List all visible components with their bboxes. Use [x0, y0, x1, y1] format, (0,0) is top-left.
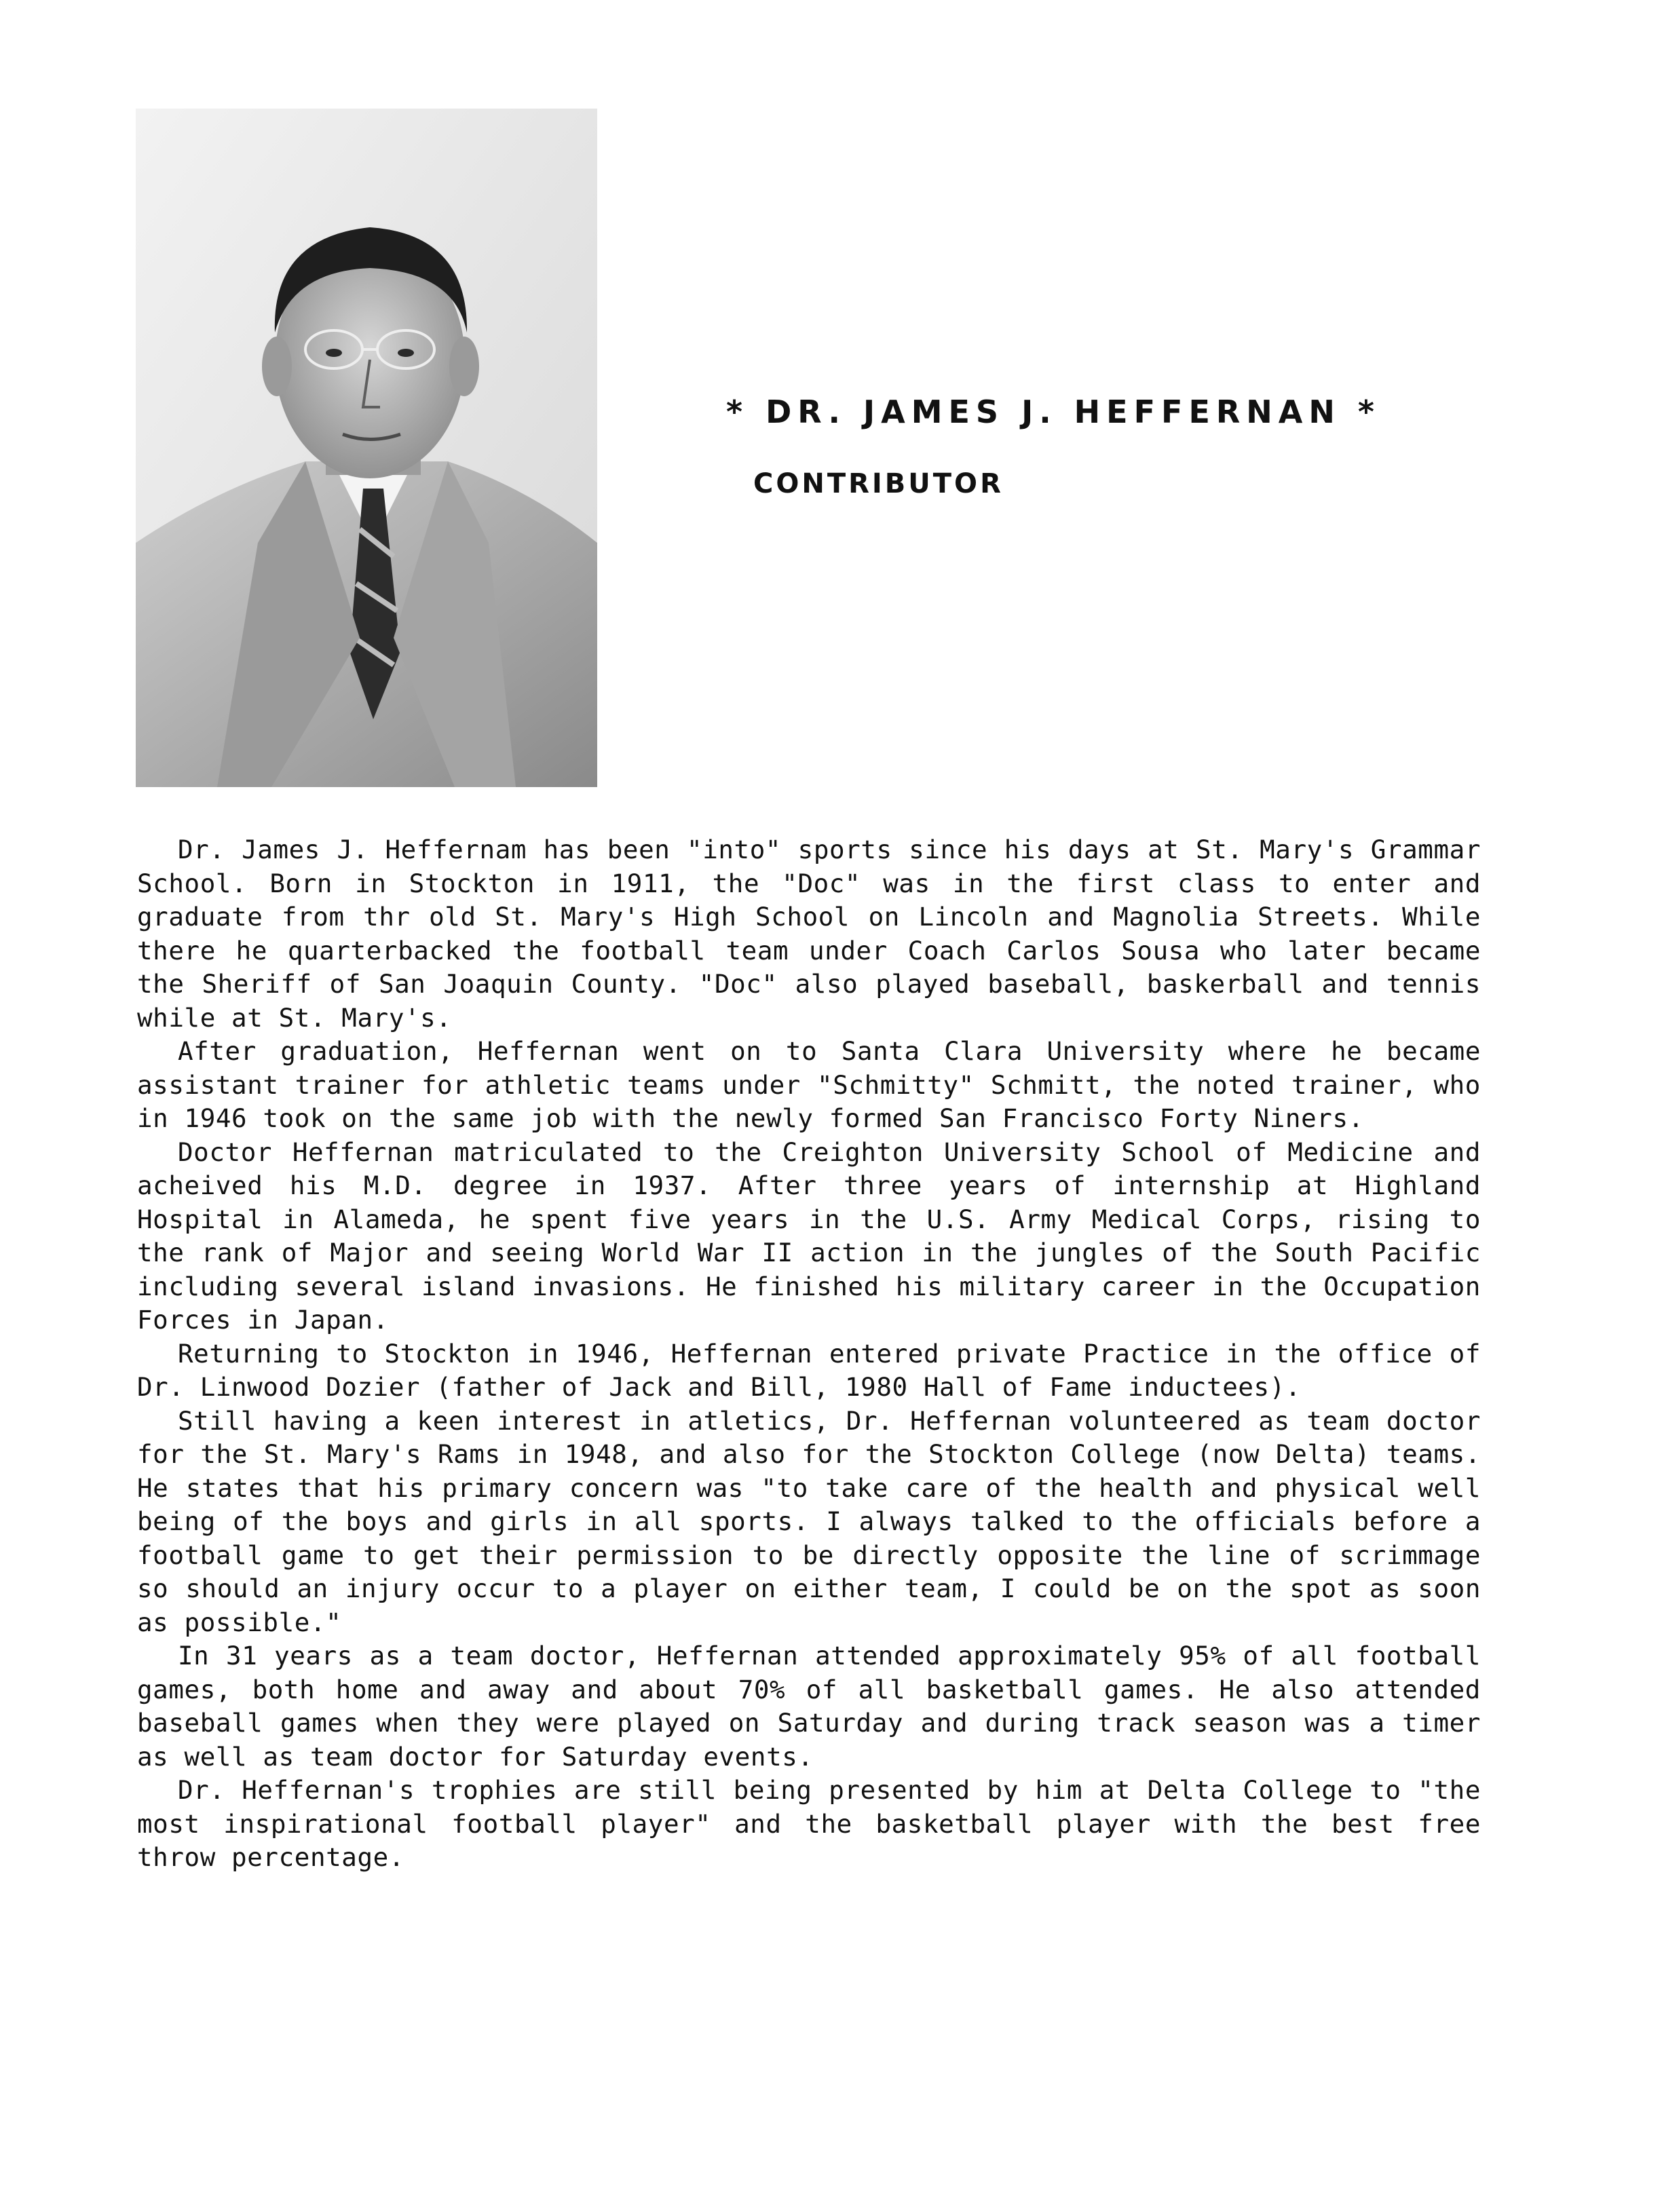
paragraph: Dr. James J. Heffernam has been "into" sports since his days at St. Mary's Grammar School. Born in Stockton in 1911, the "Doc" was in the first class to enter and graduate from thr old St. Mary's High School on Lincoln and Magnolia Streets. While there he quarterbacked the football team under Coach Carlos Sousa who later became the Sheriff of San Joaquin County. "Doc" also played baseball, baskerball and tennis while at St. Mary's.: [137, 835, 1481, 1033]
paragraph: Still having a keen interest in atletics, Dr. Heffernan volunteered as team doctor for the St. Mary's Rams in 1948, and also for the Stockton College (now Delta) teams. He states that his primary concern was "to take care of the health and physical well being of the boys and girls in all sports. I always talked to the officials before a football game to get their permission to be directly opposite the line of scrimmage so should an injury occur to a player on either team, I could be on the spot as soon as possible.": [137, 1405, 1481, 1637]
biography-text: [137, 833, 1481, 1875]
paragraph: In 31 years as a team doctor, Heffernan attended approximately 95% of all football games, both home and away and about 70% of all basketball games. He also attended baseball games when they were played on Saturday and during track season was a timer as well as team doctor for Saturday events.: [137, 1641, 1481, 1772]
portrait-icon: [136, 109, 597, 787]
page-title: * DR. JAMES J. HEFFERNAN *: [726, 394, 1380, 430]
paragraph: Doctor Heffernan matriculated to the Creighton University School of Medicine and acheived his M.D. degree in 1937. After three years of internship at Highland Hospital in Alameda, he spent five years in the U.S. Army Medical Corps, rising to the rank of Major and seeing World War II action in the jungles of the South Pacific including several island invasions. He finished his military career in the Occupation Forces in Japan.: [137, 1137, 1481, 1335]
page-subtitle: CONTRIBUTOR: [753, 468, 1004, 499]
paragraph: Returning to Stockton in 1946, Heffernan entered private Practice in the office of Dr. Linwood Dozier (father of Jack and Bill, 1980 Hall of Fame inductees).: [137, 1338, 1481, 1402]
paragraph: After graduation, Heffernan went on to Santa Clara University where he became assistant trainer for athletic teams under "Schmitty" Schmitt, the noted trainer, who in 1946 took on the same job with the newly formed San Francisco Forty Niners.: [137, 1036, 1481, 1133]
paragraph: Dr. Heffernan's trophies are still being presented by him at Delta College to "the most inspirational football player" and the basketball player with the best free throw percentage.: [137, 1775, 1481, 1872]
portrait-photo: [136, 109, 597, 787]
